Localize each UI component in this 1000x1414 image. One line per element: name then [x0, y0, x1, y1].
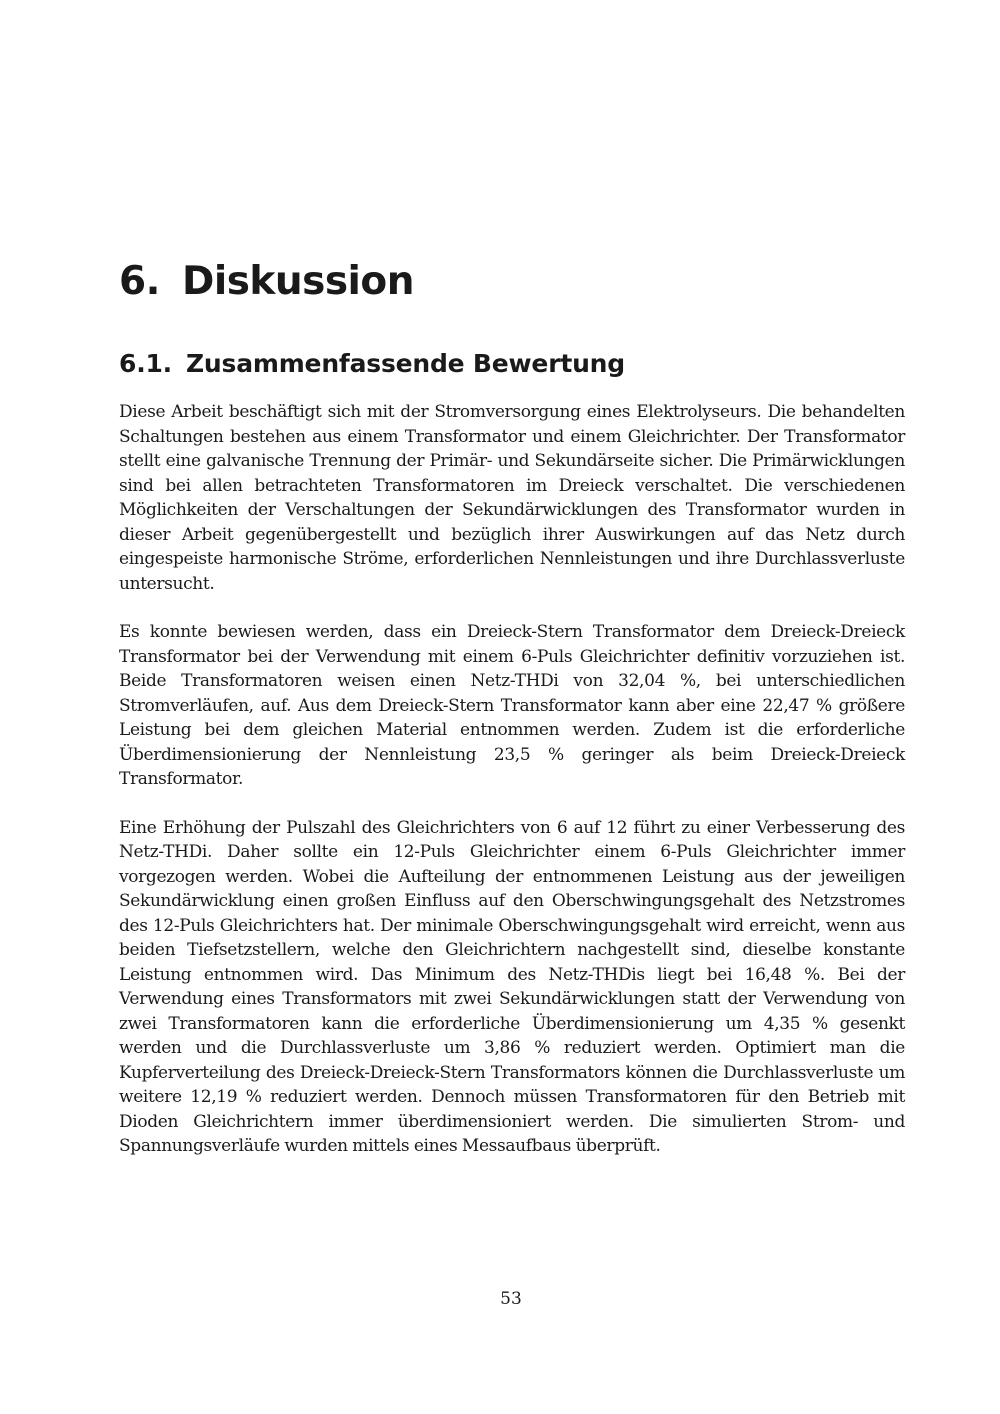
section-number: 6.1.: [119, 349, 172, 378]
section-title: Zusammenfassende Bewertung: [185, 349, 625, 378]
body-text: [119, 400, 905, 1183]
chapter-title: Diskussion: [181, 259, 414, 304]
chapter-number: 6.: [119, 259, 160, 304]
paragraph-3: Eine Erhöhung der Pulszahl des Gleichrichters von 6 auf 12 führt zu einer Verbesserung des Netz-THDi. Daher sollte ein 12-Puls Gleichrichter einem 6-Puls Gleichrichter immer vorgezogen werden. Wobei die Aufteilung der entnommenen Leistung aus der jeweiligen Sekundärwicklung einen großen Einfluss auf den Oberschwingungsgehalt des Netzstromes des 12-Puls Gleichrichters hat. Der minimale Oberschwingungsgehalt wird erreicht, wenn aus beiden Tiefsetzstellern, welche den Gleichrichtern nachgestellt sind, dieselbe konstante Leistung entnommen wird. Das Minimum des Netz-THDis liegt bei 16,48 %. Bei der Verwendung eines Transformators mit zwei Sekundärwicklungen statt der Verwendung von zwei Transformatoren kann die erforderliche Überdimensionierung um 4,35 % gesenkt werden und die Durchlassverluste um 3,86 % reduziert werden. Optimiert man die Kupferverteilung des Dreieck-Dreieck-Stern Transformators können die Durchlassverluste um weitere 12,19 % reduziert werden. Dennoch müssen Transformatoren für den Betrieb mit Dioden Gleichrichtern immer überdimensioniert werden. Die simulierten Strom- und Spannungsverläufe wurden mittels eines Messaufbaus überprüft.: [119, 817, 905, 1156]
page-number: 53: [500, 1289, 522, 1309]
paragraph-1: Diese Arbeit beschäftigt sich mit der Stromversorgung eines Elektrolyseurs. Die behandelten Schaltungen bestehen aus einem Transformator und einem Gleichrichter. Der Transformator stellt eine galvanische Trennung der Primär- und Sekundärseite sicher. Die Primärwicklungen sind bei allen betrachteten Transformatoren im Dreieck verschaltet. Die verschiedenen Möglichkeiten der Verschaltungen der Sekundärwicklungen des Transformator wurden in dieser Arbeit gegenübergestellt und bezüglich ihrer Auswirkungen auf das Netz durch eingespeiste harmonische Ströme, erforderlichen Nennleistungen und ihre Durchlassverluste untersucht.: [119, 402, 905, 594]
paragraph-2: Es konnte bewiesen werden, dass ein Dreieck-Stern Transformator dem Dreieck-Dreieck Transformator bei der Verwendung mit einem 6-Puls Gleichrichter definitiv vorzuziehen ist. Beide Transformatoren weisen einen Netz-THDi von 32,04 %, bei unterschiedlichen Stromverläufen, auf. Aus dem Dreieck-Stern Transformator kann aber eine 22,47 % größere Leistung bei dem gleichen Material entnommen werden. Zudem ist die erforderliche Überdimensionierung der Nennleistung 23,5 % geringer als beim Dreieck-Dreieck Transformator.: [119, 622, 905, 789]
section-heading: [119, 346, 625, 382]
chapter-heading: [119, 258, 414, 306]
